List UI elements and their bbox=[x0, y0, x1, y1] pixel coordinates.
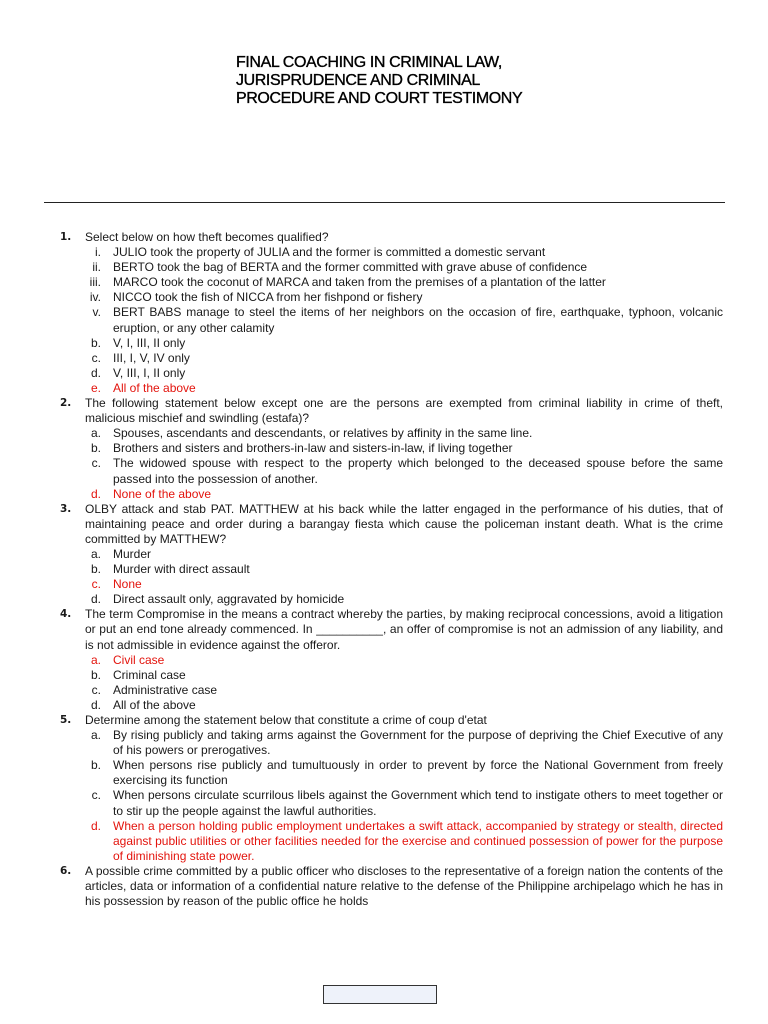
answer-choice bbox=[85, 381, 723, 396]
question-item bbox=[50, 607, 723, 713]
question-item bbox=[50, 396, 723, 502]
option-marker: c. bbox=[91, 456, 101, 471]
title-line-2: JURISPRUDENCE AND CRIMINAL bbox=[236, 72, 480, 89]
sub-item bbox=[85, 260, 723, 275]
option-marker: b. bbox=[90, 667, 101, 682]
question-text: The term Compromise in the means a contract whereby the parties, by making reciprocal concessions, avoid a litigation or put an end tone already commenced. In __________, an offer of compromise is not an admission of any liability, and is not admissible in evidence against the offeror. bbox=[85, 607, 723, 652]
option-marker: d. bbox=[90, 365, 101, 380]
option-marker: c. bbox=[91, 788, 101, 803]
choice-item bbox=[85, 788, 723, 818]
option-text: Criminal case bbox=[113, 667, 186, 682]
question-number: 6. bbox=[60, 864, 72, 877]
question-number: 1. bbox=[60, 231, 72, 243]
choice-item bbox=[85, 426, 723, 441]
option-list bbox=[85, 426, 723, 501]
question-number: 5. bbox=[60, 714, 72, 726]
option-marker: c. bbox=[91, 577, 101, 592]
sub-item bbox=[85, 275, 723, 290]
question-text: Select below on how theft becomes qualified? bbox=[85, 230, 329, 244]
option-marker: d. bbox=[90, 592, 101, 607]
option-text: By rising publicly and taking arms against the Government for the purpose of depriving the Chief Executive of any of his powers or prerogatives. bbox=[113, 728, 723, 758]
option-marker: d. bbox=[90, 697, 101, 712]
question-item bbox=[50, 713, 723, 864]
option-text: Administrative case bbox=[113, 682, 218, 697]
document-title bbox=[236, 54, 656, 108]
answer-choice bbox=[85, 653, 723, 668]
option-text: Murder with direct assault bbox=[113, 562, 250, 577]
question-text: OLBY attack and stab PAT. MATTHEW at his back while the latter engaged in the performance of his duties, that of maintaining peace and order during a barangay fiesta which cause the policeman instant death. What is the crime committed by MATTHEW? bbox=[85, 501, 723, 546]
question-number: 3. bbox=[60, 502, 72, 515]
option-marker: d. bbox=[90, 818, 101, 833]
sub-item bbox=[85, 245, 723, 260]
choice-item bbox=[85, 547, 723, 562]
option-marker: e. bbox=[90, 380, 101, 395]
option-text: BERTO took the bag of BERTA and the former committed with grave abuse of confidence bbox=[113, 260, 588, 275]
option-text: Spouses, ascendants and descendants, or relatives by affinity in the same line. bbox=[113, 426, 533, 441]
title-line-1: FINAL COACHING IN CRIMINAL LAW, bbox=[236, 54, 502, 71]
question-number: 2. bbox=[60, 397, 72, 410]
option-text: Direct assault only, aggravated by homicide bbox=[113, 592, 345, 607]
option-text: When persons rise publicly and tumultuously in order to prevent by force the National Government from freely exercising its function bbox=[113, 758, 723, 788]
choice-item bbox=[85, 351, 723, 366]
choice-item bbox=[85, 728, 723, 758]
option-marker: b. bbox=[90, 562, 101, 577]
sub-item bbox=[85, 305, 723, 335]
answer-choice bbox=[85, 577, 723, 592]
option-text: When a person holding public employment undertakes a swift attack, accompanied by strategy or stealth, directed against public utilities or other facilities needed for the exercise and continued possession of power for the purpose of diminishing state power. bbox=[113, 818, 723, 863]
option-text: All of the above bbox=[113, 697, 196, 712]
option-text: None bbox=[113, 577, 142, 592]
page-number-box bbox=[323, 985, 437, 1004]
choice-item bbox=[85, 668, 723, 683]
option-text: The widowed spouse with respect to the property which belonged to the deceased spouse before the same passed into the possession of another. bbox=[113, 456, 723, 486]
choice-item bbox=[85, 562, 723, 577]
option-text: JULIO took the property of JULIA and the former is committed a domestic servant bbox=[113, 245, 546, 260]
option-marker: iii. bbox=[89, 275, 101, 290]
choice-item bbox=[85, 683, 723, 698]
option-list bbox=[85, 728, 723, 864]
option-marker: v. bbox=[92, 305, 101, 320]
option-marker: d. bbox=[90, 486, 101, 501]
choice-item bbox=[85, 336, 723, 351]
option-text: None of the above bbox=[113, 486, 212, 501]
option-list bbox=[85, 547, 723, 607]
option-marker: ii. bbox=[92, 260, 101, 275]
option-marker: a. bbox=[90, 426, 101, 441]
question-number: 4. bbox=[60, 608, 72, 621]
option-list bbox=[85, 245, 723, 396]
option-marker: b. bbox=[90, 758, 101, 773]
option-text: When persons circulate scurrilous libels against the Government which tend to instigate others to meet together or to stir up the people against the lawful authorities. bbox=[113, 788, 723, 818]
question-item bbox=[50, 230, 723, 396]
question-text: Determine among the statement below that constitute a crime of coup d'etat bbox=[85, 713, 487, 727]
question-text: The following statement below except one are the persons are exempted from criminal liability in crime of theft, malicious mischief and swindling (estafa)? bbox=[85, 396, 723, 426]
option-text: MARCO took the coconut of MARCA and taken from the premises of a plantation of the latter bbox=[113, 275, 606, 290]
option-marker: c. bbox=[91, 682, 101, 697]
answer-choice bbox=[85, 819, 723, 864]
choice-item bbox=[85, 366, 723, 381]
question-text: A possible crime committed by a public officer who discloses to the representative of a foreign nation the contents of the articles, data or information of a confidential nature relative to the defense of the Philippine archipelago which he has in his possession by reason of the public office he holds bbox=[85, 863, 723, 909]
option-marker: c. bbox=[91, 350, 101, 365]
option-text: All of the above bbox=[113, 380, 196, 395]
choice-item bbox=[85, 698, 723, 713]
sub-item bbox=[85, 290, 723, 305]
option-text: BERT BABS manage to steel the items of her neighbors on the occasion of fire, earthquake, typhoon, volcanic eruption, or any other calamity bbox=[113, 305, 723, 335]
question-item bbox=[50, 502, 723, 608]
option-text: III, I, V, IV only bbox=[113, 350, 190, 365]
option-text: Civil case bbox=[113, 652, 165, 667]
option-marker: a. bbox=[90, 652, 101, 667]
option-marker: a. bbox=[90, 546, 101, 561]
answer-choice bbox=[85, 487, 723, 502]
option-marker: a. bbox=[90, 728, 101, 743]
option-marker: b. bbox=[90, 441, 101, 456]
option-text: Murder bbox=[113, 546, 152, 561]
option-text: V, III, I, II only bbox=[113, 365, 186, 380]
option-text: Brothers and sisters and brothers-in-law and sisters-in-law, if living together bbox=[113, 441, 513, 456]
choice-item bbox=[85, 592, 723, 607]
option-text: V, I, III, II only bbox=[113, 335, 186, 350]
option-marker: b. bbox=[90, 335, 101, 350]
choice-item bbox=[85, 441, 723, 456]
title-line-3: PROCEDURE AND COURT TESTIMONY bbox=[236, 90, 523, 107]
question-list bbox=[50, 230, 723, 909]
choice-item bbox=[85, 758, 723, 788]
horizontal-divider bbox=[44, 202, 725, 203]
option-list bbox=[85, 653, 723, 713]
choice-item bbox=[85, 456, 723, 486]
option-marker: iv. bbox=[89, 290, 101, 305]
option-marker: i. bbox=[95, 245, 101, 260]
question-item bbox=[50, 864, 723, 909]
option-text: NICCO took the fish of NICCA from her fishpond or fishery bbox=[113, 290, 423, 305]
